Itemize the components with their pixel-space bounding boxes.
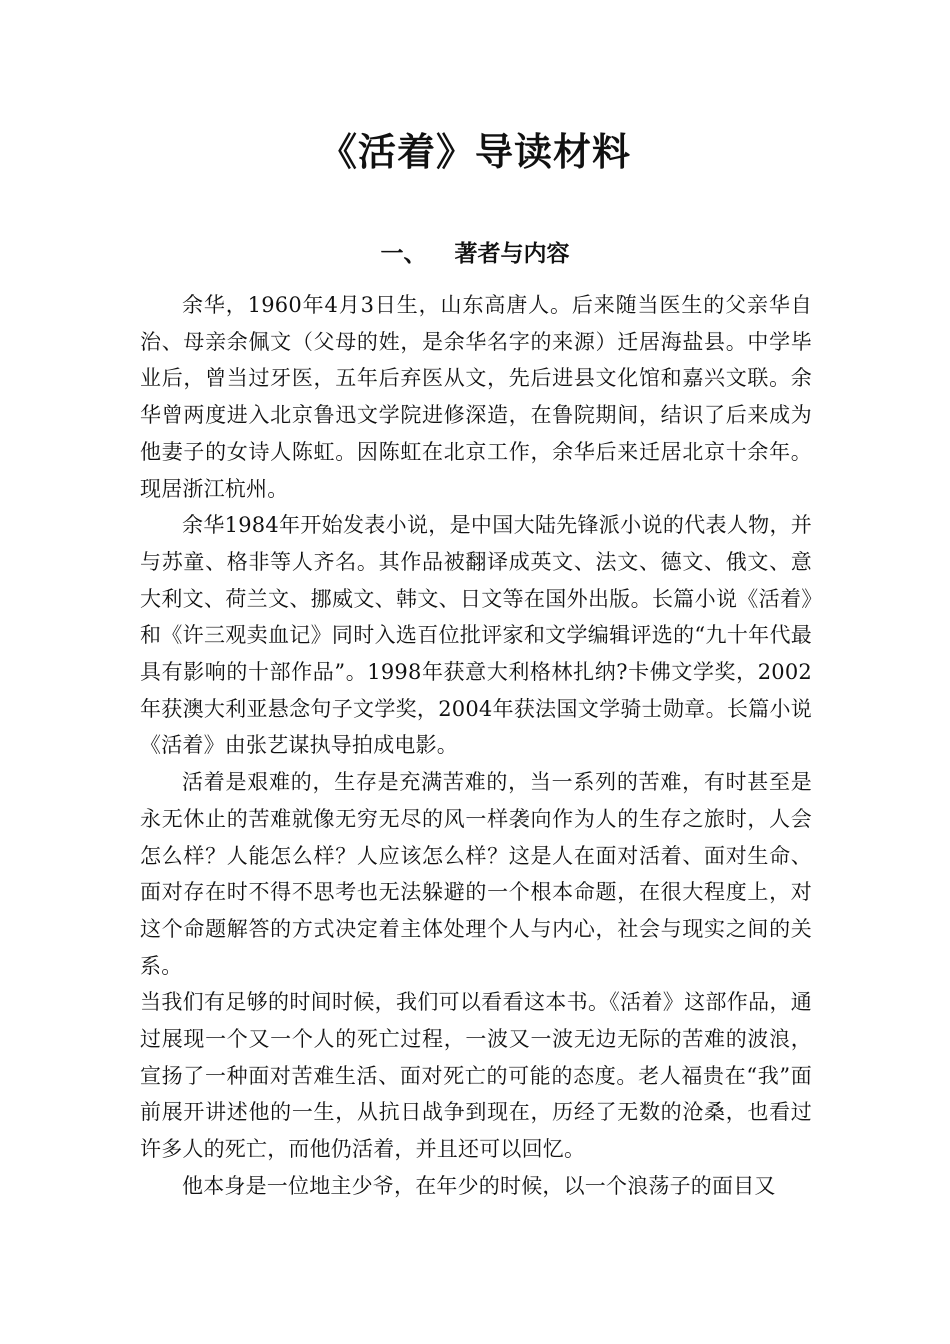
paragraph-works-awards: 余华1984年开始发表小说，是中国大陆先锋派小说的代表人物，并与苏童、格非等人齐名。其作品被翻译成英文、法文、德文、俄文、意大利文、荷兰文、挪威文、韩文、日文等在国外出版。长篇小说《活着》和《许三观卖血记》同时入选百位批评家和文学编辑评选的“九十年代最具有影响的十部作品”。1998年获意大利格林扎纳?卡佛文学奖，2002年获澳大利亚悬念句子文学奖，2004年获法国文学骑士勋章。长篇小说《活着》由张艺谋执导拍成电影。	[140, 513, 812, 758]
section-title: 著者与内容	[454, 240, 570, 267]
body-text	[140, 287, 812, 1205]
paragraph-author-bio: 余华，1960年4月3日生，山东高唐人。后来随当医生的父亲华自治、母亲余佩文（父母的姓，是余华名字的来源）迁居海盐县。中学毕业后，曾当过牙医，五年后弃医从文，先后进县文化馆和嘉兴文联。余华曾两度进入北京鲁迅文学院进修深造，在鲁院期间，结识了后来成为他妻子的女诗人陈虹。因陈虹在北京工作，余华后来迁居北京十余年。现居浙江杭州。	[140, 293, 812, 501]
paragraph-protagonist: 他本身是一位地主少爷，在年少的时候，以一个浪荡子的面目又	[182, 1173, 776, 1198]
paragraph-book-summary: 当我们有足够的时间时候，我们可以看看这本书。《活着》这部作品，通过展现一个又一个人的死亡过程，一波又一波无边无际的苦难的波浪，宣扬了一种面对苦难生活、面对死亡的可能的态度。老人福贵在“我”面前展开讲述他的一生，从抗日战争到现在，历经了无数的沧桑，也看过许多人的死亡，而他仍活着，并且还可以回忆。	[140, 990, 812, 1162]
document-title: 《活着》导读材料	[318, 129, 631, 174]
section-number: 一、	[380, 240, 427, 267]
section-heading	[0, 234, 950, 274]
paragraph-theme: 活着是艰难的，生存是充满苦难的，当一系列的苦难，有时甚至是永无休止的苦难就像无穷无尽的风一样袭向作为人的生存之旅时，人会怎么样？人能怎么样？人应该怎么样？这是人在面对活着、面对生命、面对存在时不得不思考也无法躲避的一个根本命题，在很大程度上，对这个命题解答的方式决定着主体处理个人与内心，社会与现实之间的关系。	[140, 770, 812, 978]
